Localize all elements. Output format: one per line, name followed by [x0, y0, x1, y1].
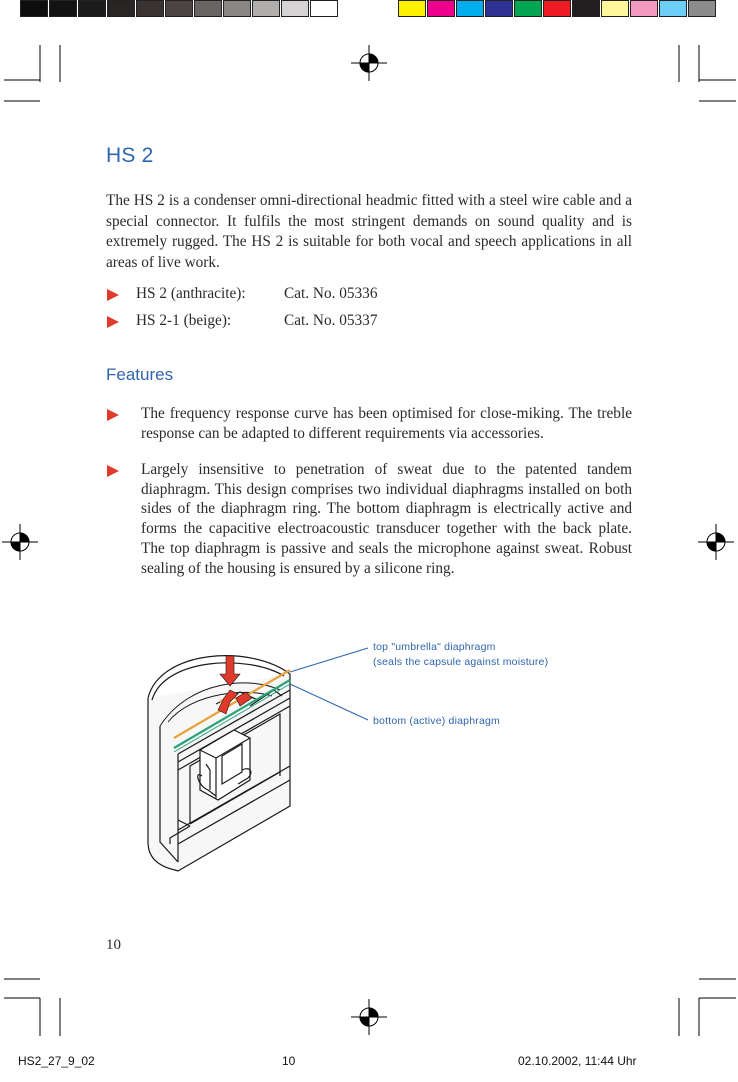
- footer-date: 02.10.2002, 11:44 Uhr: [518, 1054, 637, 1068]
- diagram-label-bottom: bottom (active) diaphragm: [373, 715, 500, 727]
- variant-name: HS 2 (anthracite):: [136, 285, 246, 302]
- bullet-arrow-icon: [107, 289, 119, 301]
- registration-crosshair-icon: [2, 524, 38, 560]
- intro-paragraph: The HS 2 is a condenser omni-directional headmic fitted with a steel wire cable and a special connector. It fulfils the most stringent demands on sound quality and is extremely rugged. The HS 2 is suitable for both vocal and speech applications in all areas of live work.: [106, 192, 632, 271]
- feature-item: The frequency response curve has been optimised for close-miking. The treble response can be adapted to different requirements via accessories.: [141, 405, 632, 442]
- diagram-label-top: top "umbrella" diaphragm: [373, 641, 496, 653]
- feature-item: Largely insensitive to penetration of sweat due to the patented tandem diaphragm. This design comprises two individual diaphragms installed on both sides of the diaphragm ring. The bottom diaphragm is electrically active and forms the capacitive electroacoustic transducer together with the back plate. The top diaphragm is passive and seals the microphone against sweat. Robust sealing of the housing is ensured by a silicone ring.: [141, 461, 632, 577]
- bullet-arrow-icon: [107, 409, 119, 421]
- diagram-label-top-note: (seals the capsule against moisture): [373, 656, 549, 668]
- variant-cat-no: Cat. No. 05336: [284, 285, 378, 302]
- page-title: HS 2: [106, 144, 154, 167]
- registration-crosshair-icon: [351, 45, 387, 81]
- bullet-arrow-icon: [107, 465, 119, 477]
- variant-name: HS 2-1 (beige):: [136, 312, 232, 329]
- bullet-arrow-icon: [107, 316, 119, 328]
- page-number: 10: [106, 937, 121, 953]
- footer-page: 10: [282, 1054, 296, 1068]
- variant-cat-no: Cat. No. 05337: [284, 312, 378, 329]
- registration-crosshair-icon: [351, 999, 387, 1035]
- registration-crosshair-icon: [698, 524, 734, 560]
- footer-file-name: HS2_27_9_02: [18, 1054, 95, 1068]
- features-heading: Features: [106, 365, 174, 384]
